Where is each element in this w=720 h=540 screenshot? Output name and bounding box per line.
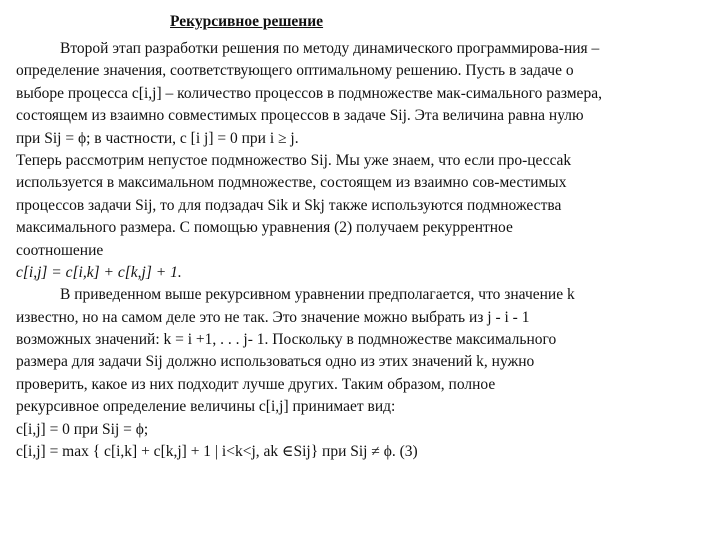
recurrence-formula: c[i,j] = c[i,k] + c[k,j] + 1. [16, 263, 182, 281]
section-title: Рекурсивное решение [170, 13, 324, 30]
formula-recursive-case: c[i,j] = max { c[i,k] + c[k,j] + 1 | i<k<j, ak ∈Sij} при Sij ≠ ϕ. (3) [16, 443, 418, 461]
text-line: определение значения, соответствующего оптимальному решению. Пусть в задаче о [16, 62, 574, 80]
text-line: используется в максимальном подмножестве, состоящем из взаимно сов-местимых [16, 174, 567, 192]
text-line: рекурсивное определение величины c[i,j] принимает вид: [16, 398, 396, 416]
text-line: Второй этап разработки решения по методу динамического программирова-ния – [60, 40, 600, 57]
text-line: размера для задачи Sij должно использоваться одно из этих значений k, нужно [16, 353, 535, 371]
document-body [16, 38, 706, 463]
text-line: известно, но на самом деле это не так. Это значение можно выбрать из j - i - 1 [16, 308, 530, 326]
text-line: проверить, какое из них подходит лучше других. Таким образом, полное [16, 375, 496, 393]
text-line: при Sij = ϕ; в частности, c [i j] = 0 при i ≥ j. [16, 129, 299, 147]
text-line: состоящем из взаимно совместимых процессов в задаче Sij. Эта величина равна нулю [16, 107, 584, 125]
text-line: выборе процесса c[i,j] – количество процессов в подмножестве мак-симального размера, [16, 84, 602, 102]
text-line: максимального размера. С помощью уравнения (2) получаем рекуррентное [16, 219, 513, 237]
text-line: В приведенном выше рекурсивном уравнении предполагается, что значение k [60, 286, 575, 304]
formula-base-case: c[i,j] = 0 при Sij = ϕ; [16, 420, 149, 438]
text-line: Теперь рассмотрим непустое подмножество Sij. Мы уже знаем, что если про-цессak [16, 151, 572, 169]
text-line: процессов задачи Sij, то для подзадач Sik и Skj также используются подмножества [16, 196, 562, 214]
text-line: возможных значений: k = i +1, . . . j- 1. Поскольку в подмножестве максимального [16, 331, 557, 349]
text-line: соотношение [16, 241, 104, 259]
